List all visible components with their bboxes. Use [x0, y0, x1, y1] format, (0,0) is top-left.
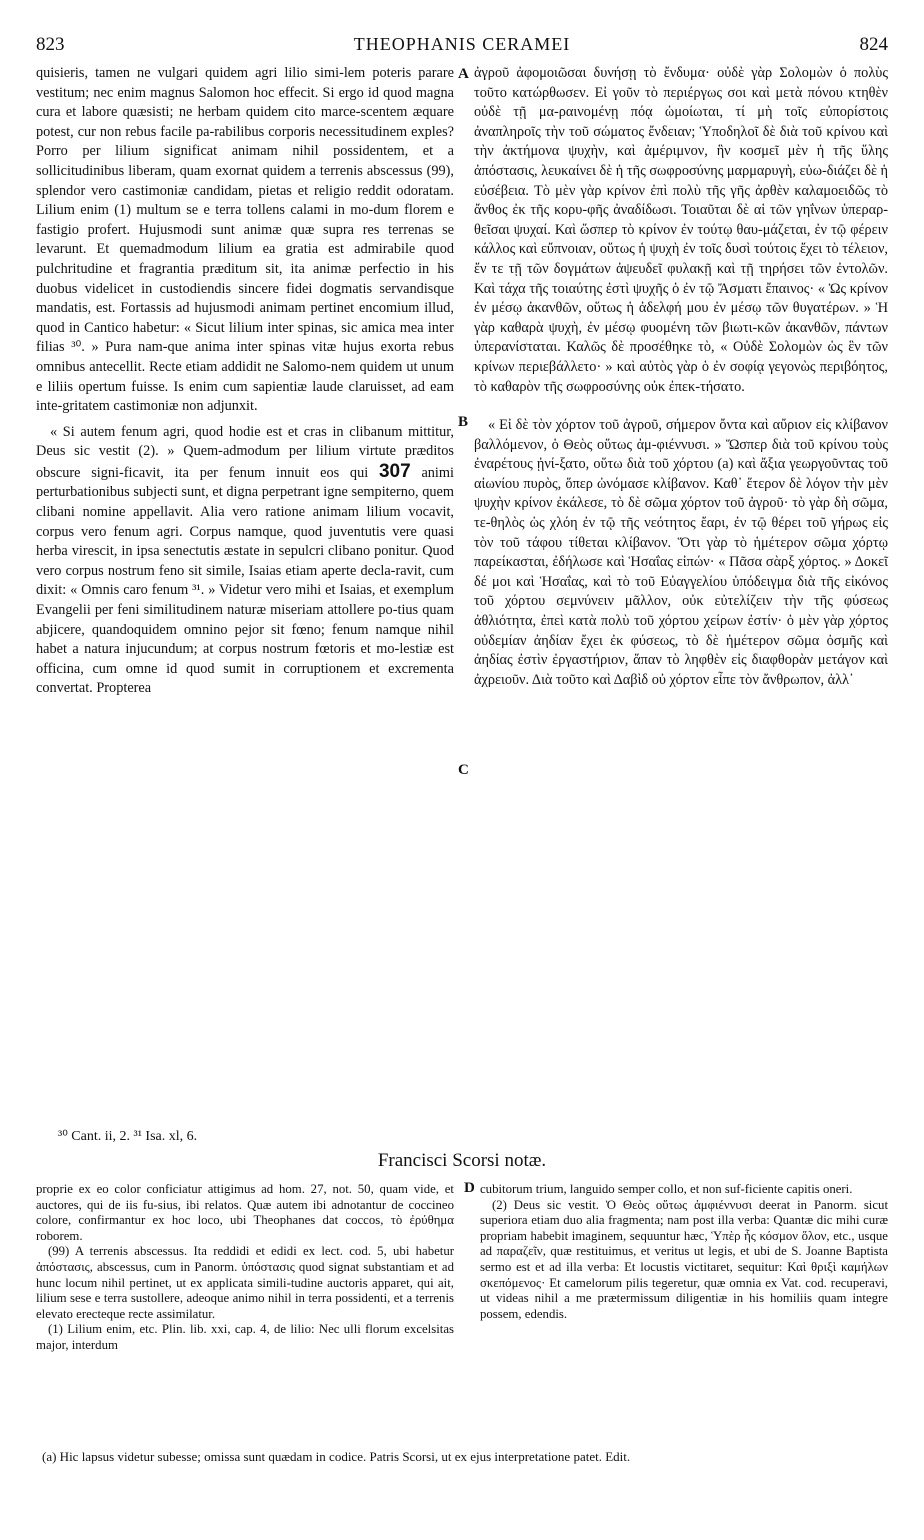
note-left-3: (1) Lilium enim, etc. Plin. lib. xxi, cap. 4, de lilio: Nec ulli florum excelsitas major, interdum	[36, 1322, 454, 1352]
latin-paragraph-2-start: « Si autem fenum agri, quod hodie est et cras in clibanum mittitur, Deus sic vestit (2). » Quem-admodum per lilium virtute præditos obscure signi-ficavit, ita per fenum innuit eos qui	[36, 423, 454, 481]
greek-paragraph-1: ἀγροῦ ἀφομοιῶσαι δυνήσῃ τὸ ἔνδυμα· οὐδὲ γὰρ Σολομὼν ὁ πολὺς τοῦτο κατώρθωσεν. Εἰ γοῦν τὸ περιέργως σοι καὶ μετὰ πόνου κτηθὲν οὐδὲ τῇ μα-ραινομένῃ πόᾳ ὡμοίωται, τί μὴ τοῖς εὐπορίστοις ἀναπληροῖς τὴν τοῦ σώματος ἔνδειαν; Ὑποδηλοῖ δὲ διὰ τοῦ κρίνου καὶ τὴν ἀκτήμονα ψυχὴν, καὶ ἀμέριμνον, ἣν κοσμεῖ μὲν ἡ τῆς ὕλης ἀπόστασις, λευκαίνει δὲ ἡ τῆς σωφροσύνης μαρμαρυγὴ, εὐω-διάζει δὲ ἡ εὐσέβεια. Τὸ μὲν γὰρ κρίνον ἐπὶ πολὺ τῆς γῆς ἀρθὲν καλαμοειδῶς τὸ ἄνθος ἐκ τῆς κορυ-φῆς ἀναδίδωσι. Τοιαῦται δὲ αἱ τῶν γηΐνων ὑπεραρ-θεῖσαι ψυχαί. Καὶ ὥσπερ τὸ κρίνον ἐν τούτῳ θαυ-μάζεται, ἐν τῷ φέρειν κάλλος καὶ εὔπνοιαν, οὕτως ἡ ψυχὴ ἐν τοῖς δυσὶ τούτοις ἔχει τὸ τέλειον, ἔν τε τῇ τῶν δογμάτων ἀψευδεῖ φυλακῇ καὶ τῇ τηρήσει τῶν ἐντολῶν. Καὶ τάχα τῆς τοιαύτης ἐστὶ ψυχῆς ὁ ἐν τῷ Ἄσματι ἔπαινος· « Ὡς κρίνον ἐν μέσῳ ἀκανθῶν, οὕτως ἡ ἀδελφή μου ἐν μέσῳ τῶν θυγατέρων. » Ἡ γὰρ καθαρὰ ψυχὴ, ἐν μέσῳ φυομένη τῶν βιωτι-κῶν ἀκανθῶν, πάντων ὑπερανίσταται. Καλῶς δὲ προσέθηκε τὸ, « Οὐδὲ Σολομὼν ὡς ἓν τῶν κρίνων περιεβάλλετο· » καὶ αὐτὸς γὰρ ὁ ἐν σοφίᾳ γεγονὼς περιβόητος, τὸ καθαρὸν τῆς σωφροσύνης οὐκ ἐπεκ-τήσατο.	[474, 65, 888, 395]
scripture-references: ³⁰ Cant. ii, 2. ³¹ Isa. xl, 6.	[58, 1129, 198, 1144]
note-left-2: (99) A terrenis abscessus. Ita reddidi et edidi ex lect. cod. 5, ubi habetur ἀπόστασις, abscessus, cum in Panorm. ὑπόστασις quod signat substantiam et ad hunc locum nihil pertinet, ut ex applicata simili-tudine auctoris apparet, qui ait, lilium sese e terra sustollere, adeoque animo nihil in terra possidenti, et a terrenis elevato erecteque recte assimilatur.	[36, 1244, 454, 1321]
running-title: THEOPHANIS CERAMEI	[353, 34, 571, 54]
notes-right-column	[480, 1182, 888, 1322]
note-right-2: (2) Deus sic vestit. Ὁ Θεὸς οὕτως ἀμφιέννυσι deerat in Panorm. sicut superiora etiam duo alia fragmenta; nam post illa verba: Quantæ dic mihi curæ propriam habebit imaginem, sequuntur hæc, Ὑπὲρ ἧς κόσμον ὅλον, etc., usque ad παραζεῖν, quæ restituimus, et veritus ut legis, et ubi de S. Joanne Baptista sermo est et ad illa verba: Et locustis victitaret, sequitur: Καὶ θριξὶ καμήλων σκεπόμενος· Et camelorum pilis tegeretur, quæ omnia ex Vat. cod. recuperavi, ut videas nihil a me prætermissum diligentiæ in his homiliis quam integre possem, edendis.	[480, 1197, 888, 1321]
notes-heading: Francisci Scorsi notæ.	[377, 1150, 547, 1171]
margin-letter-d: D	[464, 1180, 475, 1196]
margin-letter-a: A	[458, 66, 469, 82]
greek-paragraph-2: « Εἰ δὲ τὸν χόρτον τοῦ ἀγροῦ, σήμερον ὄντα καὶ αὔριον εἰς κλίβανον βαλλόμενον, ὁ Θεὸς οὕτως ἀμ-φιέννυσι. » Ὥσπερ διὰ τοῦ κρίνου τοὺς ἐναρέτους ᾐνί-ξατο, οὕτω διὰ τοῦ χόρτου (a) καὶ ἄξια γεωργοῦντας τοῦ αἰωνίου πυρὸς, ὅπερ ὠνόμασε κλίβανον. Καθ᾽ ἕτερον δὲ λόγον τὴν μὲν ψυχὴν κρίνον ἐκάλεσε, τὸ δὲ σῶμα χόρτον τοῦ ἀγροῦ· τὸ γὰρ δὴ σῶμα, τε-θηλὸς ὡς χλόη ἐν τῷ τῆς νεότητος ἔαρι, ἐν τῷ θέρει τοῦ γήρως εἰς τὸν τοῦ τάφου τίθεται κλίβανον. Ὅτι γὰρ τὸ ἡμέτερον σῶμα χόρτῳ παρείκασται, ἐδήλωσε καὶ Ἡσαΐας εἰπών· « Πᾶσα σὰρξ χόρτος. » Δοκεῖ δέ μοι καὶ Ἡσαΐας, καὶ τὸ τοῦ Εὐαγγελίου ὑπόδειγμα διὰ τῆς εἰκόνος τοῦ χόρτου σεμνύνειν μᾶλλον, οὐκ εὐτελίζειν τὴν τῆς φύσεως ἀθλιότητα, ἐπεὶ κατὰ πολὺ τοῦ χόρτου χείρων ἐστίν· ὁ μὲν γὰρ χόρτος οὐδεμίαν ἀηδίαν ἔχει ἐκ φύσεως, τὸ δὲ ἡμέτερον σῶμα ὀσμῆς καὶ ἀηδίας ἐστὶν ἐργαστήριον, ἅπαν τὸ ληφθὲν εἰς διαφθορὰν μετάγον καὶ ἀχρειοῦν. Διὰ τοῦτο καὶ Δαβὶδ οὐ χόρτον εἶπε τὸν ἄνθρωπον, ἀλλ᾽	[474, 417, 888, 688]
margin-letter-b: B	[458, 414, 469, 430]
note-right-1: cubitorum trium, languido semper collo, et non suf-ficiente capitis oneri.	[480, 1182, 853, 1196]
latin-column	[36, 64, 454, 699]
margin-letter-c: C	[458, 762, 469, 778]
page-number-right: 824	[859, 34, 888, 55]
running-header	[36, 34, 888, 58]
note-left-1: proprie ex eo color conficiatur attigimus ad hom. 27, not. 50, quam vide, et auctores, qui de iis fu-sius, ibi relatos. Quæ autem ibi adnotantur de coccineo colore, confirmantur ex hoc loco, ubi Theophanes dat coccos, τὸ ἐρύθημα roborem.	[36, 1182, 454, 1243]
editor-footnote: (a) Hic lapsus videtur subesse; omissa sunt quædam in codice. Patris Scorsi, ut ex ejus interpretatione patet. Edit.	[42, 1449, 631, 1464]
page-number-left: 823	[36, 34, 65, 55]
inline-page-number: 307	[378, 460, 411, 482]
latin-paragraph-2	[36, 423, 454, 699]
greek-column	[474, 64, 888, 690]
latin-paragraph-1: quisieris, tamen ne vulgari quidem agri lilio simi-lem poteris parare vestitum; nec enim magnus Salomon hoc effecit. Si ergo id quod magna cura et labore quæsisti; ne herbam quidem cito marce-scentem æquare potest, cur non rebus facile pa-rabilibus corporis necessitudinem exples? Porro per lilium significat animam nihil possidentem, et a sollicitudinibus liberam, quam exornat quidem a terrenis abscessus (99), splendor vero castimoniæ candidam, pietas et religio reddit odoratam. Lilium enim (1) multum se e terra tollens calami in mo-dum florem e fastigio profert. Hujusmodi sunt animæ quæ supra res terrenas se levarunt. Et quemadmodum lilium ea gratia est admirabile quod pulchritudine et fragrantia præditum sit, ita animæ perfectio in his duobus videlicet in custodiendis sincere fidei dogmatis servandisque mandatis, est. Fortassis ad hujusmodi animam pertinet encomium illud, quod in Cantico habetur: « Sicut lilium inter spinas, sic amica mea inter filias ³⁰. » Pura nam-que anima inter spinas vitæ hujus exorta rebus omnibus antecellit. Recte etiam addidit ne Salomo-nem quidem ut unum e liliis opertum fuisse. Is enim cum sapientiæ laude claruisset, ad eam inte-gritatem castimoniæ non adjunxit.	[36, 65, 454, 415]
notes-left-column	[36, 1182, 454, 1354]
latin-paragraph-2-end: animi perturbationibus subjecti sunt, et digna perpetrant igne sempiterno, quem clibani nomine appellavit. Alia vero ratione animam lilium vocavit, corpus vero fenum agri. Corpus namque, quod juventutis vere quasi herba virescit, in ipsa senectutis æstate in sepulcri clibano ponitur. Quod vero corpus nostrum feno sit simile, Isaias etiam aperte decla-ravit, cum dixit: « Omnis caro fenum ³¹. » Videtur vero mihi et Isaias, et exemplum Evangelii per feni similitudinem naturæ miseriam attollere po-tius quam abjicere, quandoquidem omnino pejor sit fœno; fenum namque nihil habet a natura injucundum; at corpus nostrum fœtoris et mo-lestiæ est officina, cum omne id quod sumit in corruptionem et excrementa convertat. Propterea	[36, 464, 454, 697]
